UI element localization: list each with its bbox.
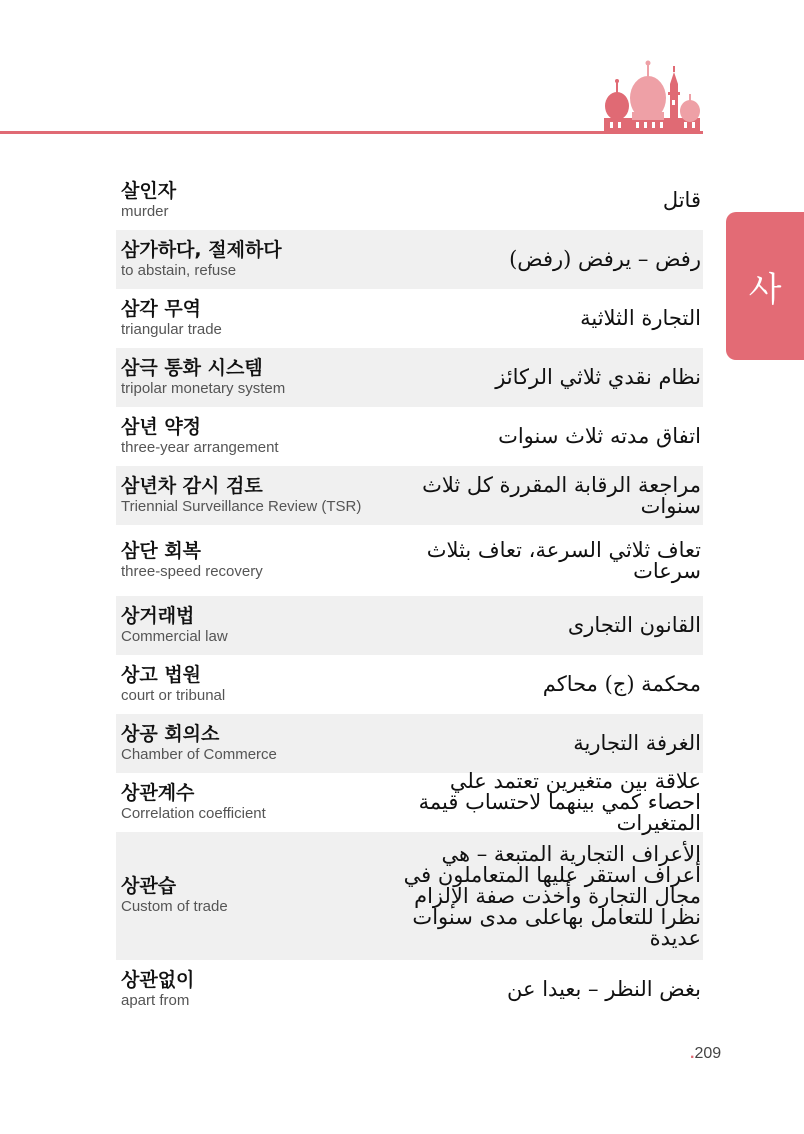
header-rule [0,131,703,134]
glossary-list [116,171,703,1019]
list-item [116,769,703,835]
list-item [116,525,703,596]
list-item [116,289,703,348]
list-item [116,230,703,289]
english-term: Chamber of Commerce [121,745,277,763]
english-term: to abstain, refuse [121,261,237,279]
page-number [690,1045,721,1063]
arabic-term: اتفاق مدته ثلاث سنوات [498,424,701,448]
arabic-term: القانون التجارى [567,613,701,637]
arabic-term: بغض النظر – بعيدا عن [507,977,701,1001]
list-item [116,348,703,407]
page-number-value: 209 [694,1045,722,1062]
korean-term: 상공 회의소 [121,722,220,745]
english-term: Triennial Surveillance Review (TSR) [121,497,362,515]
korean-term: 삼년차 감시 검토 [121,474,263,497]
section-tab-label: 사 [748,269,782,310]
korean-term: 상거래법 [121,604,195,627]
english-term: tripolar monetary system [121,379,286,397]
list-item [116,832,703,960]
korean-term: 상관습 [121,875,177,897]
english-term: Commercial law [121,627,228,645]
korean-term: 삼년 약정 [121,415,202,438]
list-item [116,655,703,714]
list-item [116,714,703,773]
korean-term: 삼단 회복 [121,539,202,562]
english-term: three-year arrangement [121,438,279,456]
list-item [116,960,703,1019]
arabic-term: تعاف ثلاثي السرعة، تعاف بثلاث سرعات [426,537,701,583]
arabic-term: علاقة بين متغيرين تعتمد علي احصاء كمي بينهما لاحتساب قيمة المتغيرات [418,769,701,835]
arabic-term: الغرفة التجارية [573,731,701,755]
page-number-dot: . [690,1045,695,1062]
korean-term: 삼각 무역 [121,297,202,320]
mosque-icon [600,56,704,134]
korean-term: 상고 법원 [121,663,202,686]
section-tab[interactable] [726,212,804,360]
list-item [116,407,703,466]
arabic-term: رفض – يرفض (رفض) [509,247,701,271]
list-item [116,466,703,525]
korean-term: 상관없이 [121,968,195,991]
korean-term: 상관계수 [121,781,195,804]
english-term: apart from [121,991,190,1009]
korean-term: 살인자 [121,179,177,202]
english-term: murder [121,202,169,220]
arabic-term: التجارة الثلاثية [580,306,701,330]
english-term: court or tribunal [121,686,226,704]
english-term: three-speed recovery [121,562,263,580]
arabic-term: الأعراف التجارية المتبعة – هي أعراف استقر عليها المتعاملون في مجال التجارة وأخذت صفة الإلزام نظرا للتعامل بهاعلى مدى سنوات عديدة [403,841,701,950]
arabic-term: مراجعة الرقابة المقررة كل ثلاث سنوات [422,472,701,518]
arabic-term: محكمة (ج) محاكم [542,672,701,696]
arabic-term: قاتل [662,188,701,212]
list-item [116,171,703,230]
english-term: Custom of trade [121,898,228,915]
korean-term: 삼가하다, 절제하다 [121,238,282,261]
korean-term: 삼극 통화 시스템 [121,356,263,379]
english-term: Correlation coefficient [121,804,266,822]
english-term: triangular trade [121,320,222,338]
list-item [116,596,703,655]
arabic-term: نظام نقدي ثلاثي الركائز [495,365,701,389]
